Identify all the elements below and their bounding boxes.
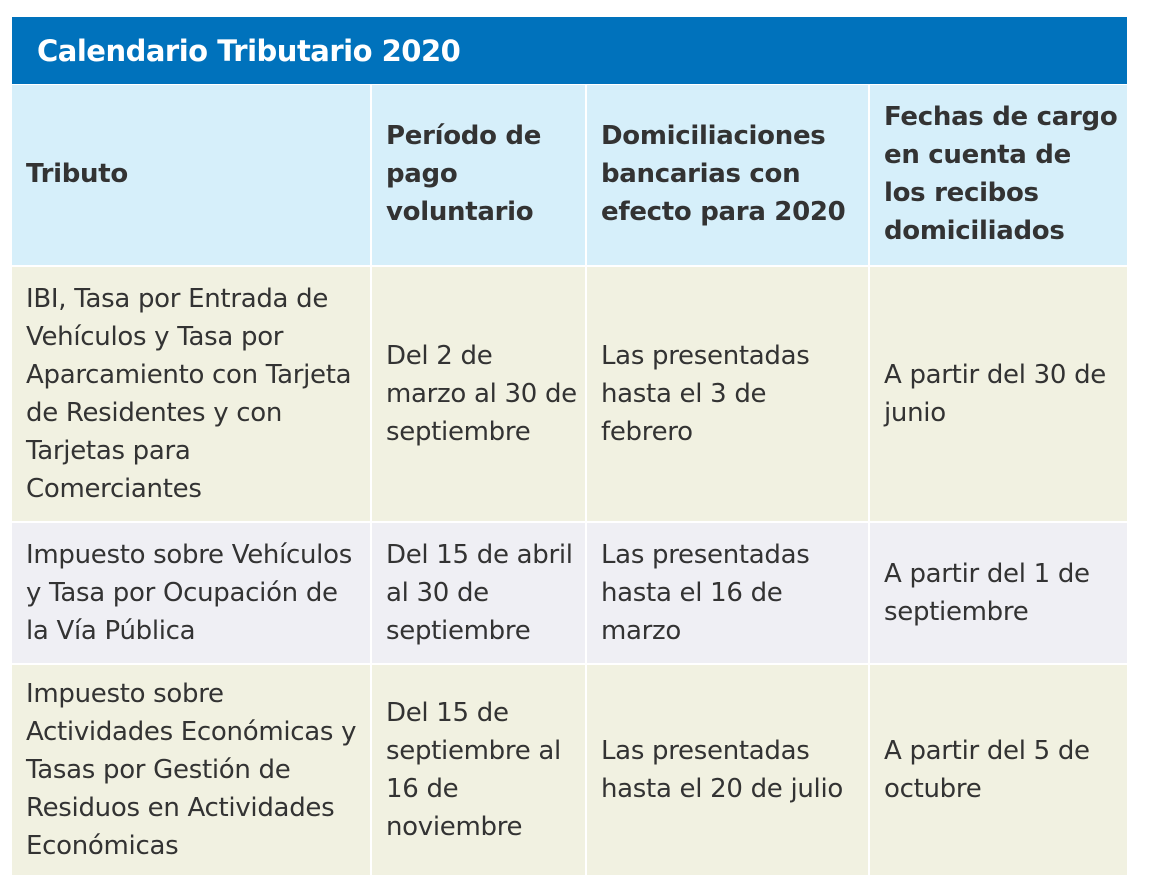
cell-periodo: Del 2 de marzo al 30 de septiembre (371, 266, 586, 522)
table-row (12, 266, 1127, 522)
table-header-row (12, 85, 1127, 266)
header-tributo: Tributo (12, 85, 371, 266)
cell-fechas-cargo: A partir del 30 de junio (869, 266, 1127, 522)
header-fechas-cargo: Fechas de cargo en cuenta de los recibos domiciliados (869, 85, 1127, 266)
cell-domiciliaciones: Las presentadas hasta el 3 de febrero (586, 266, 869, 522)
cell-tributo: IBI, Tasa por Entrada de Vehículos y Tasa por Aparcamiento con Tarjeta de Residentes y con Tarjetas para Comerciantes (12, 266, 371, 522)
table-row (12, 664, 1127, 876)
cell-domiciliaciones: Las presentadas hasta el 16 de marzo (586, 522, 869, 664)
cell-periodo: Del 15 de septiembre al 16 de noviembre (371, 664, 586, 876)
cell-domiciliaciones: Las presentadas hasta el 20 de julio (586, 664, 869, 876)
header-domiciliaciones: Domiciliaciones bancarias con efecto para 2020 (586, 85, 869, 266)
cell-tributo: Impuesto sobre Vehículos y Tasa por Ocupación de la Vía Pública (12, 522, 371, 664)
title-bar (12, 17, 1127, 85)
cell-fechas-cargo: A partir del 1 de septiembre (869, 522, 1127, 664)
table-row (12, 522, 1127, 664)
cell-periodo: Del 15 de abril al 30 de septiembre (371, 522, 586, 664)
tax-calendar-table (12, 85, 1127, 877)
tax-calendar-panel (12, 17, 1127, 880)
header-periodo: Período de pago voluntario (371, 85, 586, 266)
cell-fechas-cargo: A partir del 5 de octubre (869, 664, 1127, 876)
cell-tributo: Impuesto sobre Actividades Económicas y Tasas por Gestión de Residuos en Actividades Económicas (12, 664, 371, 876)
page-title: Calendario Tributario 2020 (37, 33, 461, 68)
